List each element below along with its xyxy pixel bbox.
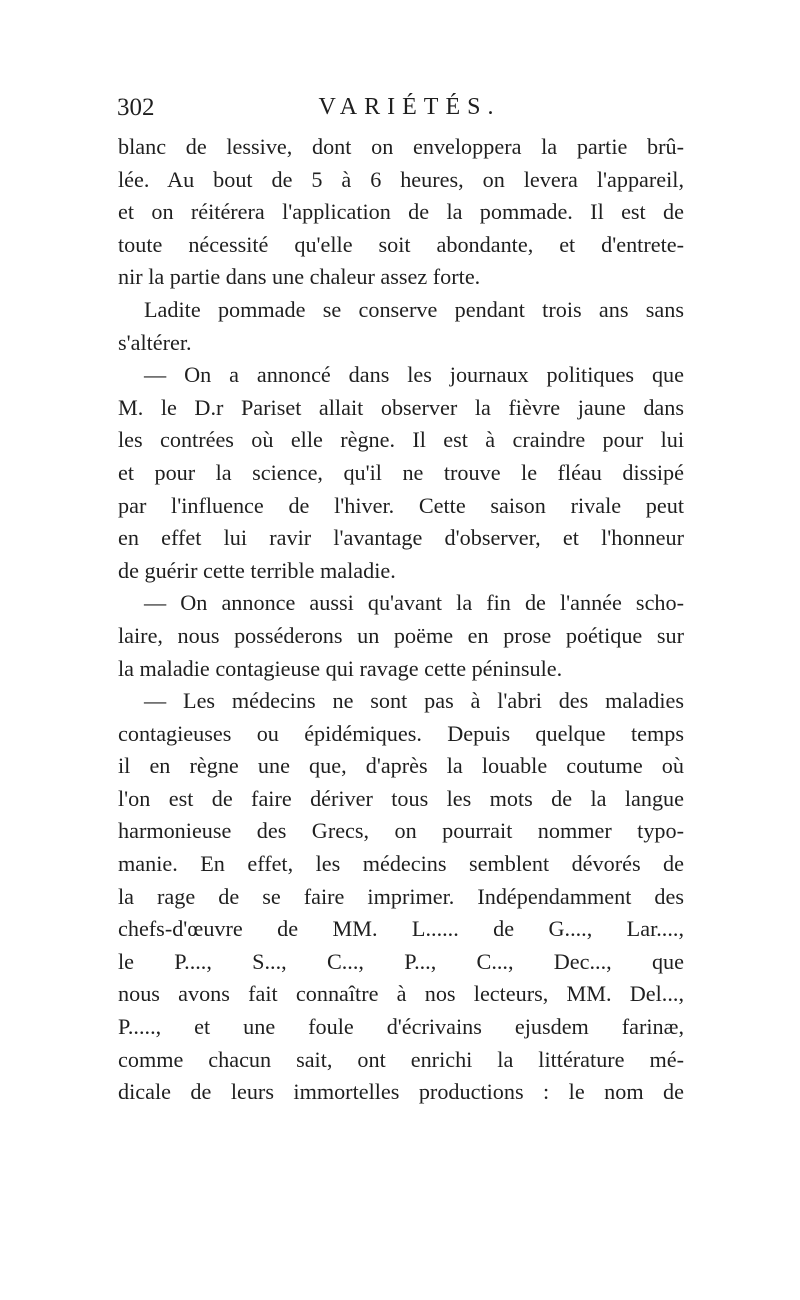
text-line: dicale de leurs immortelles productions : le nom de — [118, 1079, 684, 1105]
text-line: blanc de lessive, dont on enveloppera la partie brû- — [118, 134, 684, 159]
text-line: chefs-d'œuvre de MM. L...... de G...., Lar...., — [118, 916, 684, 942]
text-line: laire, nous posséderons un poëme en prose poétique sur — [118, 622, 684, 648]
running-title: VARIÉTÉS. — [318, 94, 501, 120]
text-line: par l'influence de l'hiver. Cette saison rivale peut — [118, 492, 684, 518]
text-line: — On annonce aussi qu'avant la fin de l'année scho- — [144, 590, 684, 616]
text-line: P....., et une foule d'écrivains ejusdem farinæ, — [118, 1014, 684, 1040]
text-line: contagieuses ou épidémiques. Depuis quelque temps — [118, 720, 684, 746]
text-line: il en règne une que, d'après la louable coutume où — [118, 753, 684, 779]
page-header — [117, 94, 682, 128]
text-line: manie. En effet, les médecins semblent dévorés de — [118, 851, 684, 877]
text-line: la rage de se faire imprimer. Indépendamment des — [118, 883, 684, 909]
text-line: et on réitérera l'application de la pommade. Il est de — [118, 199, 684, 225]
text-line: de guérir cette terrible maladie. — [118, 557, 396, 583]
text-line: Ladite pommade se conserve pendant trois ans sans — [144, 296, 684, 322]
text-line: harmonieuse des Grecs, on pourrait nommer typo- — [118, 818, 684, 844]
text-line: — Les médecins ne sont pas à l'abri des maladies — [144, 688, 684, 714]
text-line: nir la partie dans une chaleur assez forte. — [118, 264, 481, 290]
text-line: lée. Au bout de 5 à 6 heures, on levera l'appareil, — [118, 166, 684, 192]
text-line: toute nécessité qu'elle soit abondante, et d'entrete- — [118, 231, 684, 257]
text-line: et pour la science, qu'il ne trouve le fléau dissipé — [118, 459, 684, 485]
text-line: le P...., S..., C..., P..., C..., Dec..., que — [118, 948, 684, 974]
text-line: en effet lui ravir l'avantage d'observer, et l'honneur — [118, 525, 684, 551]
page-number: 302 — [117, 94, 155, 121]
text-line: M. le D.r Pariset allait observer la fièvre jaune dans — [118, 394, 684, 420]
text-line: la maladie contagieuse qui ravage cette péninsule. — [118, 655, 563, 681]
text-line: l'on est de faire dériver tous les mots de la langue — [118, 785, 684, 811]
body-text — [118, 131, 684, 1109]
text-line: s'altérer. — [118, 329, 192, 355]
text-line: nous avons fait connaître à nos lecteurs, MM. Del..., — [118, 981, 684, 1007]
text-line: les contrées où elle règne. Il est à craindre pour lui — [118, 427, 684, 453]
text-line: — On a annoncé dans les journaux politiques que — [144, 362, 684, 388]
text-line: comme chacun sait, ont enrichi la littérature mé- — [118, 1046, 684, 1072]
